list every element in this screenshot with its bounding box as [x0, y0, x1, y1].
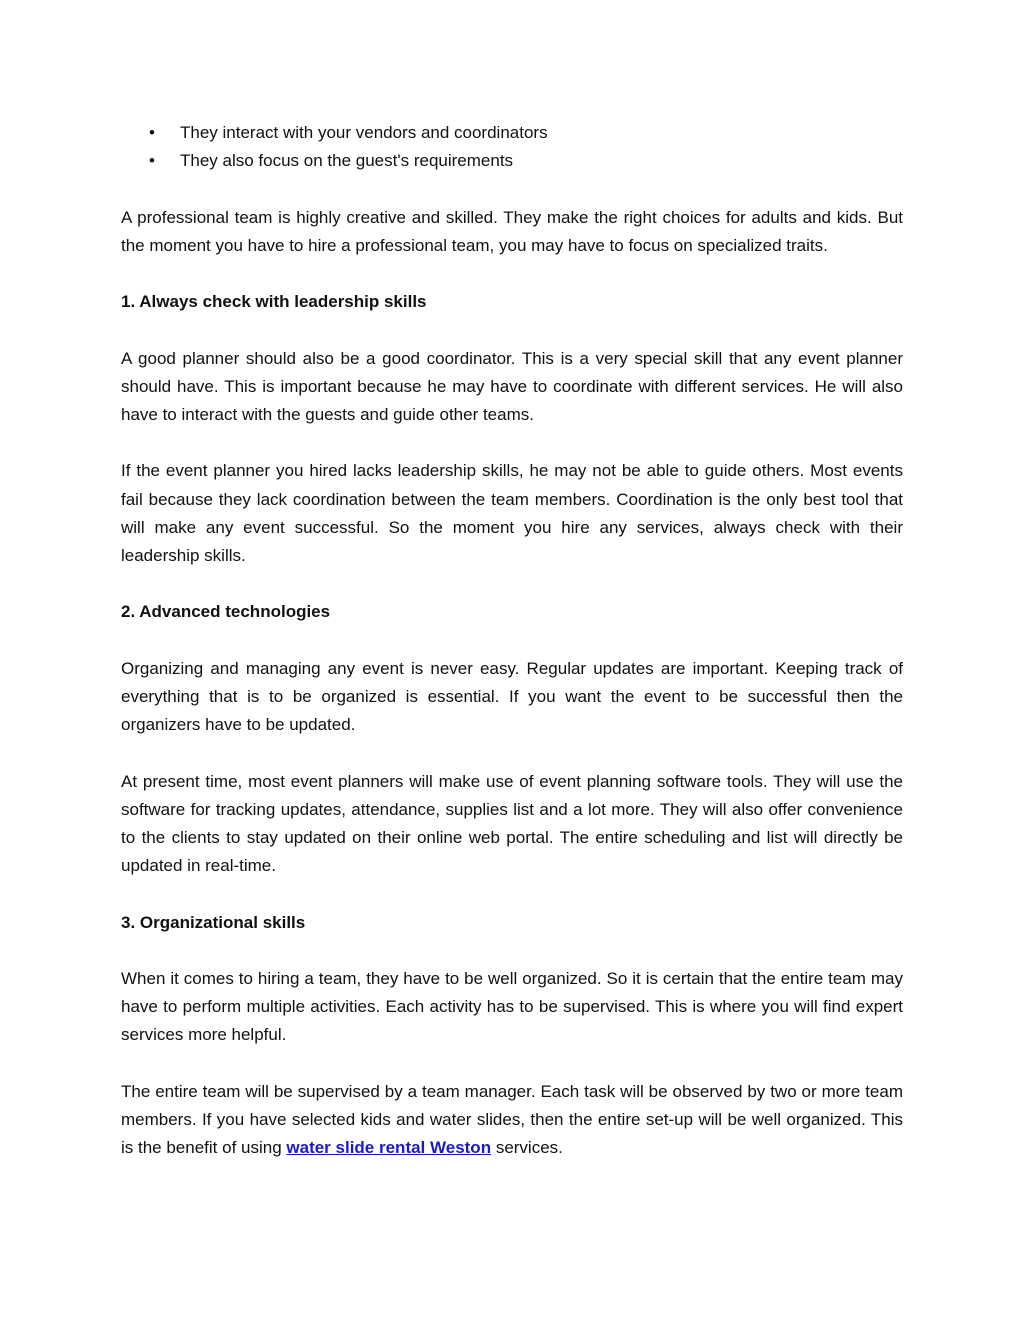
- bullet-list: [121, 119, 903, 175]
- paragraph: When it comes to hiring a team, they have to be well organized. So it is certain that the entire team may have to perform multiple activities. Each activity has to be supervised. This is where you will find expert services more helpful.: [121, 968, 903, 1045]
- closing-text-before: The entire team will be supervised by a team manager. Each task will be observed by two or more team members. If you have selected kids and water slides, then the entire set-up will be well organized. This is the benefit of using: [121, 1081, 903, 1158]
- water-slide-rental-link[interactable]: water slide rental Weston: [286, 1138, 492, 1158]
- bullet-icon: •: [149, 151, 155, 171]
- list-item: [121, 147, 903, 175]
- bullet-icon: •: [149, 123, 155, 142]
- section-heading-leadership: 1. Always check with leadership skills: [121, 292, 427, 312]
- section-heading-organizational: 3. Organizational skills: [121, 912, 306, 932]
- paragraph: A good planner should also be a good coordinator. This is a very special skill that any event planner should have. This is important because he may have to coordinate with different services. He will also have to interact with the guests and guide other teams.: [121, 348, 903, 424]
- list-item: [121, 119, 903, 147]
- paragraph: At present time, most event planners will make use of event planning software tools. They will use the software for tracking updates, attendance, supplies list and a lot more. They will also offer convenience to the clients to stay updated on their online web portal. The entire scheduling and list will directly be updated in real-time.: [121, 771, 903, 876]
- paragraph: Organizing and managing any event is never easy. Regular updates are important. Keeping track of everything that is to be organized is essential. If you want the event to be successful then the organizers have to be updated.: [121, 658, 903, 735]
- closing-text-after: services.: [491, 1138, 563, 1158]
- paragraph: If the event planner you hired lacks leadership skills, he may not be able to guide others. Most events fail because they lack coordination between the team members. Coordination is the only best tool that will make any event successful. So the moment you hire any services, always check with their leadership skills.: [121, 461, 903, 565]
- section-heading-technologies: 2. Advanced technologies: [121, 602, 331, 622]
- document-body: [121, 119, 903, 1162]
- intro-paragraph: A professional team is highly creative and skilled. They make the right choices for adults and kids. But the moment you have to hire a professional team, you may have to focus on specialized traits.: [121, 207, 903, 255]
- bullet-text: They also focus on the guest's requirements: [180, 151, 514, 171]
- closing-paragraph: [121, 1078, 903, 1163]
- bullet-text: They interact with your vendors and coordinators: [180, 123, 548, 142]
